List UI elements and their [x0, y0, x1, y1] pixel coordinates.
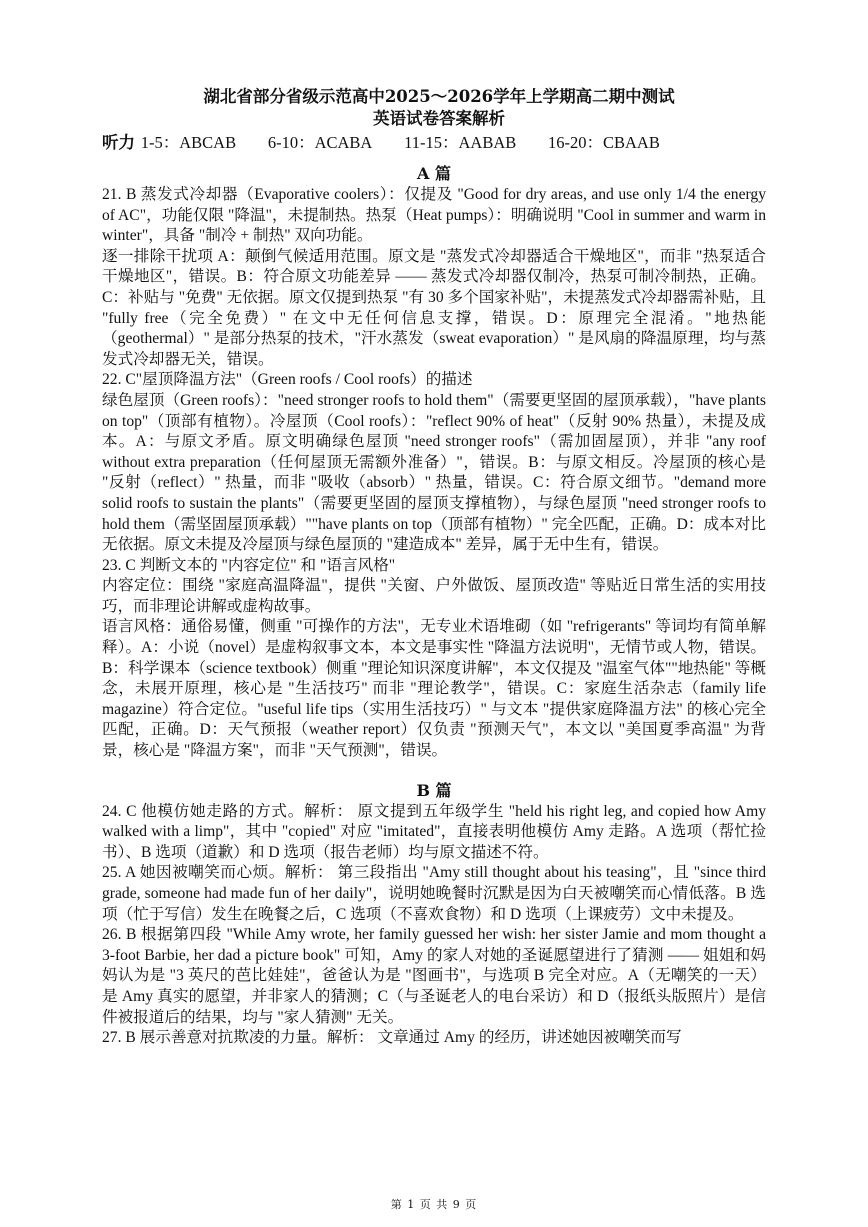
document-title-line2: 英语试卷答案解析 [373, 109, 505, 128]
document-title-line1: 湖北省部分省级示范高中2025～2026学年上学期高二期中测试 [203, 87, 675, 106]
page-number: 第 1 页 共 9 页 [390, 1198, 478, 1211]
paragraph: 内容定位：围绕 "家庭高温降温"，提供 "关窗、户外做饭、屋顶改造" 等贴近日常生活的实用技巧，而非理论讲解或虚构故事。 [102, 577, 766, 615]
paragraph: 24. C 他模仿她走路的方式。解析： 原文提到五年级学生 "held his right leg, and copied how Amy walked with a limp"，其中 "copied" 对应 "imitated"，直接表明他模仿 Amy 走路。A 选项（帮忙捡书）、B 选项（道歉）和 D 选项（报告老师）均与原文描述不符。 [102, 802, 766, 861]
listening-answers [102, 132, 766, 154]
section-a-heading: A 篇 [417, 164, 451, 183]
answer-document [102, 86, 766, 1049]
paragraph: 21. B 蒸发式冷却器（Evaporative coolers）：仅提及 "Good for dry areas, and use only 1/4 the energy of AC"，功能仅限 "降温"，未提制热。热泵（Heat pumps）：明确说明 "Cool in summer and warm in winter"，具备 "制冷 + 制热" 双向功能。 [102, 186, 766, 245]
section-b-heading: B 篇 [416, 780, 452, 800]
paragraph: 语言风格：通俗易懂，侧重 "可操作的方法"，无专业术语堆砌（如 "refrigerants" 等词均有简单解释）。A：小说（novel）是虚构叙事文本，本文是事实性 "降温方法说明"，无情节或人物，错误。B：科学课本（science textbook）侧重 "理论知识深度讲解"，本文仅提及 "温室气体""地热能" 等概念，未展开原理，核心是 "生活技巧" 而非 "理论教学"，错误。C：家庭生活杂志（family life magazine）符合定位。"useful life tips（实用生活技巧）" 与文本 "提供家庭降温方法" 的核心完全匹配，正确。D：天气预报（weather report）仅负责 "预测天气"，本文以 "美国夏季高温" 为背景，核心是 "降温方案"，而非 "天气预测"，错误。 [102, 618, 766, 760]
section-b-body [102, 802, 766, 1049]
listening-group-3: 11-15：AABAB [404, 133, 517, 152]
listening-group-4: 16-20：CBAAB [548, 133, 660, 152]
paragraph: 22. C"屋顶降温方法"（Green roofs / Cool roofs）的描述 [102, 371, 473, 389]
listening-group-1: 1-5：ABCAB [140, 133, 237, 152]
paragraph: 25. A 她因被嘲笑而心烦。解析： 第三段指出 "Amy still thought about his teasing"，且 "since third grade, someone had made fun of her daily"，说明她晚餐时沉默是因为白天被嘲笑而心情低落。B 选项（忙于写信）发生在晚餐之后，C 选项（不喜欢食物）和 D 选项（上课疲劳）文中未提及。 [102, 864, 766, 923]
listening-label: 听力 [102, 133, 135, 152]
paragraph: 26. B 根据第四段 "While Amy wrote, her family guessed her wish: her sister Jamie and mom thought a 3-foot Barbie, her dad a picture book" 可知，Amy 的家人对她的圣诞愿望进行了猜测 —— 姐姐和妈妈认为是 "3 英尺的芭比娃娃"，爸爸认为是 "图画书"，与选项 B 完全对应。A（无嘲笑的一天）是 Amy 真实的愿望，并非家人的猜测；C（与圣诞老人的电台采访）和 D（报纸头版照片）是信件被报道后的结果，均与 "家人猜测" 无关。 [102, 926, 766, 1026]
paragraph: 23. C 判断文本的 "内容定位" 和 "语言风格" [102, 556, 396, 574]
paragraph: 27. B 展示善意对抗欺凌的力量。解析： 文章通过 Amy 的经历，讲述她因被嘲笑而写 [102, 1029, 682, 1047]
listening-group-2: 6-10：ACABA [267, 133, 373, 152]
section-a-body [102, 185, 766, 762]
paragraph: 逐一排除干扰项 A：颠倒气候适用范围。原文是 "蒸发式冷却器适合干燥地区"，而非 "热泵适合干燥地区"，错误。B：符合原文功能差异 —— 蒸发式冷却器仅制冷，热泵可制冷制热，正确。C：补贴与 "免费" 无依据。原文仅提到热泵 "有 30 多个国家补贴"，未提蒸发式冷却器需补贴，且 "fully free（完全免费）" 在文中无任何信息支撑，错误。D：原理完全混淆。"地热能（geothermal）" 是部分热泵的技术，"汗水蒸发（sweat evaporation）" 是风扇的降温原理，均与蒸发式冷却器无关，错误。 [102, 247, 766, 368]
paragraph: 绿色屋顶（Green roofs）："need stronger roofs to hold them"（需要更坚固的屋顶承载），"have plants on top"（顶部有植物）。冷屋顶（Cool roofs）："reflect 90% of heat"（反射 90% 热量），未提及成本。A：与原文矛盾。原文明确绿色屋顶 "need stronger roofs"（需加固屋顶），并非 "any roof without extra preparation（任何屋顶无需额外准备）"，错误。B：与原文相反。冷屋顶的核心是 "反射（reflect）" 热量，而非 "吸收（absorb）" 热量，错误。C：符合原文细节。"demand more solid roofs to sustain the plants"（需要更坚固的屋顶支撑植物），与绿色屋顶 "need stronger roofs to hold them（需坚固屋顶承载）""have plants on top（顶部有植物）" 完全匹配，正确。D：成本对比无依据。原文未提及冷屋顶与绿色屋顶的 "建造成本" 差异，属于无中生有，错误。 [102, 391, 766, 554]
